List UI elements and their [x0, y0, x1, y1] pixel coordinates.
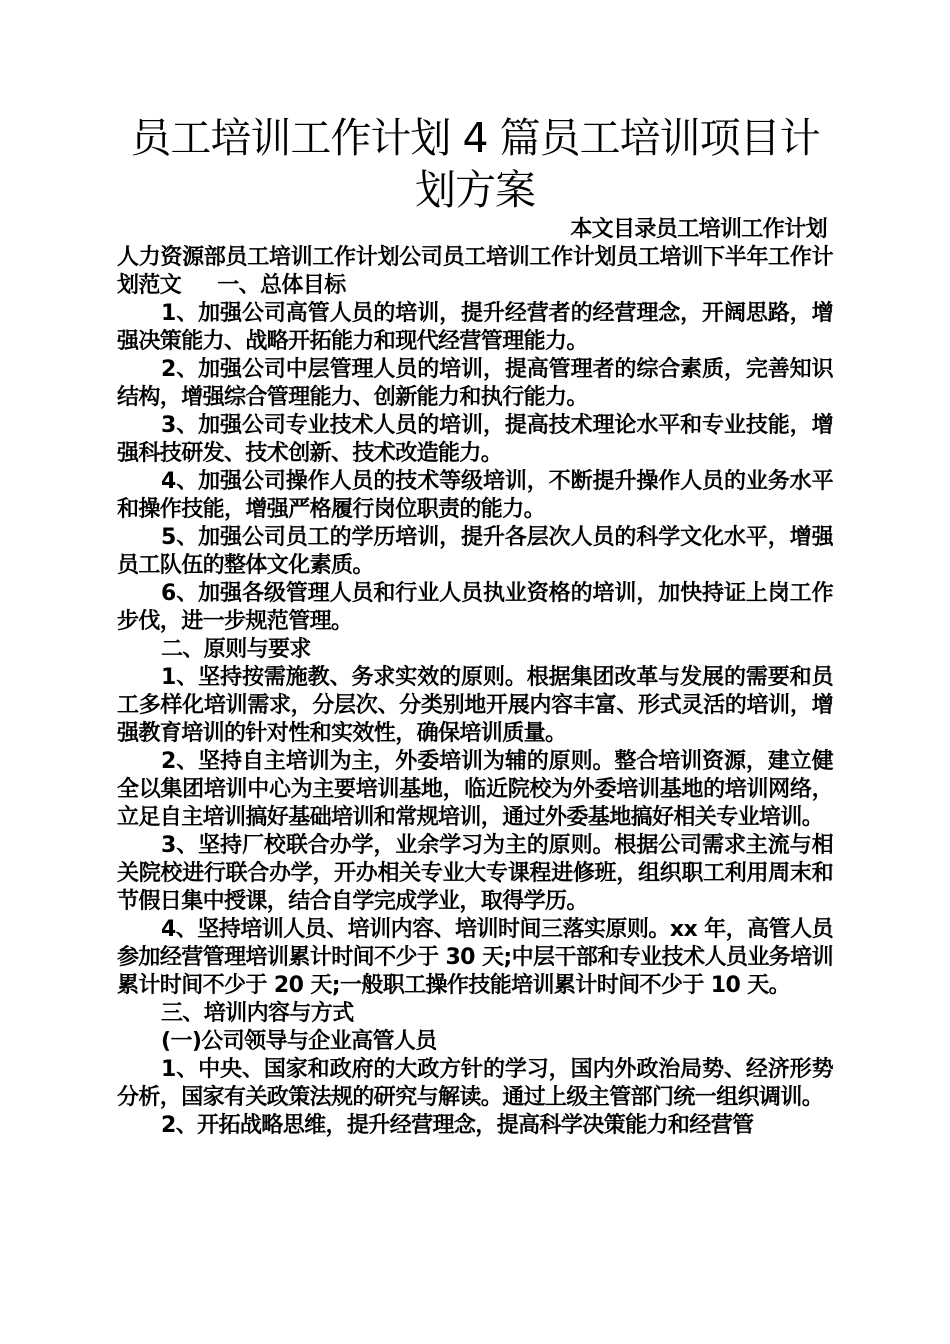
toc-items-line	[117, 244, 833, 300]
toc-label: 本文目录员工培训工作计划	[570, 217, 827, 242]
paragraph: 1、加强公司高管人员的培训，提升经营者的经营理念，开阔思路，增强决策能力、战略开拓能力和现代经营管理能力。	[117, 301, 833, 354]
paragraph: 2、开拓战略思维，提升经营理念，提高科学决策能力和经营管	[161, 1113, 754, 1138]
paragraph: 4、坚持培训人员、培训内容、培训时间三落实原则。xx 年，高管人员参加经营管理培训累计时间不少于 30 天;中层干部和专业技术人员业务培训累计时间不少于 20 天;一般职工操作技能培训累计时间不少于 10 天。	[117, 917, 833, 998]
document-body	[117, 216, 833, 1140]
paragraph: 3、坚持厂校联合办学，业余学习为主的原则。根据公司需求主流与相关院校进行联合办学，开办相关专业大专课程进修班，组织职工利用周末和节假日集中授课，结合自学完成学业，取得学历。	[117, 833, 833, 914]
paragraph: 6、加强各级管理人员和行业人员执业资格的培训，加快持证上岗工作步伐，进一步规范管理。	[117, 581, 833, 634]
document-page	[117, 112, 833, 1140]
section-heading: 二、原则与要求	[161, 637, 311, 662]
paragraph: 1、中央、国家和政府的大政方针的学习，国内外政治局势、经济形势分析，国家有关政策法规的研究与解读。通过上级主管部门统一组织调训。	[117, 1057, 833, 1110]
toc-items: 人力资源部员工培训工作计划公司员工培训工作计划员工培训下半年工作计划范文	[117, 245, 833, 298]
paragraph: 2、坚持自主培训为主，外委培训为辅的原则。整合培训资源，建立健全以集团培训中心为主要培训基地，临近院校为外委培训基地的培训网络，立足自主培训搞好基础培训和常规培训，通过外委基地搞好相关专业培训。	[117, 749, 833, 830]
section-heading-goals: 一、总体目标	[217, 273, 346, 298]
paragraph: 4、加强公司操作人员的技术等级培训，不断提升操作人员的业务水平和操作技能，增强严格履行岗位职责的能力。	[117, 469, 833, 522]
paragraph: 3、加强公司专业技术人员的培训，提高技术理论水平和专业技能，增强科技研发、技术创新、技术改造能力。	[117, 413, 833, 466]
document-title: 员工培训工作计划 4 篇员工培训项目计划方案	[130, 114, 820, 214]
subsection-heading: (一)公司领导与企业高管人员	[161, 1029, 437, 1054]
paragraph: 2、加强公司中层管理人员的培训，提高管理者的综合素质，完善知识结构，增强综合管理能力、创新能力和执行能力。	[117, 357, 833, 410]
section-heading: 三、培训内容与方式	[161, 1001, 354, 1026]
paragraph: 1、坚持按需施教、务求实效的原则。根据集团改革与发展的需要和员工多样化培训需求，分层次、分类别地开展内容丰富、形式灵活的培训，增强教育培训的针对性和实效性，确保培训质量。	[117, 665, 833, 746]
paragraph: 5、加强公司员工的学历培训，提升各层次人员的科学文化水平，增强员工队伍的整体文化素质。	[117, 525, 833, 578]
